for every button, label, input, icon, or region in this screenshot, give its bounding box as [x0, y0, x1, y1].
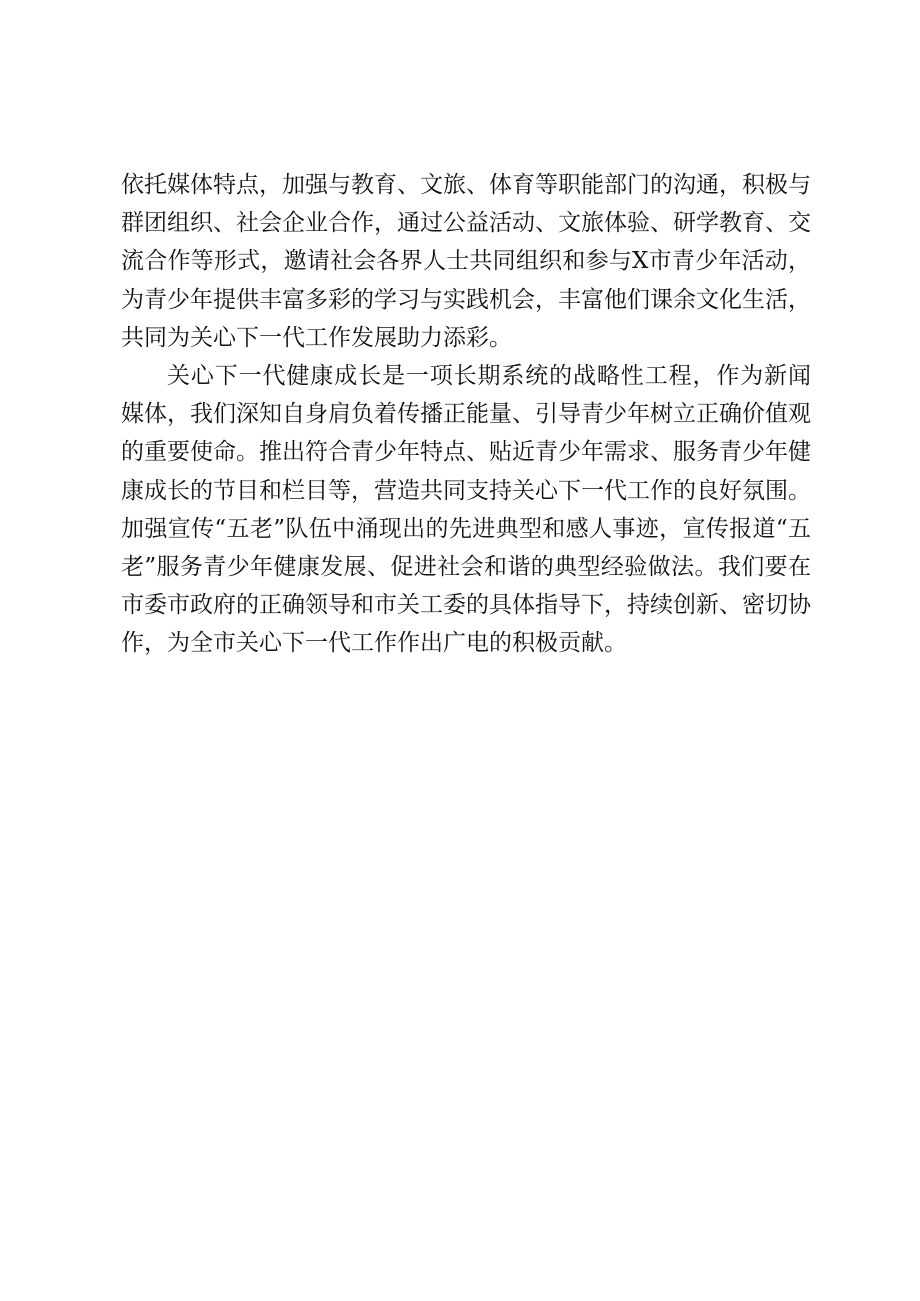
text-line: 依托媒体特点，加强与教育、文旅、体育等职能部门的沟通，积极与 [121, 172, 811, 198]
text-line: 老”服务青少年健康发展、促进社会和谐的典型经验做法。我们要在 [121, 553, 811, 580]
text-line: 康成长的节目和栏目等，营造共同支持关心下一代工作的良好氛围。 [121, 477, 811, 504]
paragraph-2 [121, 357, 811, 663]
text-line: 为青少年提供丰富多彩的学习与实践机会，丰富他们课余文化生活， [121, 286, 811, 313]
text-line: 作，为全市关心下一代工作作出广电的积极贡献。 [121, 630, 627, 657]
text-line: 共同为关心下一代工作发展助力添彩。 [121, 324, 512, 351]
paragraph-1 [121, 166, 811, 357]
text-line: 市委市政府的正确领导和市关工委的具体指导下，持续创新、密切协 [121, 592, 811, 619]
document-body [121, 166, 811, 662]
text-line: 流合作等形式，邀请社会各界人士共同组织和参与X市青少年活动， [121, 248, 811, 275]
text-line: 群团组织、社会企业合作，通过公益活动、文旅体验、研学教育、交 [121, 210, 811, 237]
text-line: 的重要使命。推出符合青少年特点、贴近青少年需求、服务青少年健 [121, 439, 811, 466]
text-line: 加强宣传“五老”队伍中涌现出的先进典型和感人事迹，宣传报道“五 [121, 515, 811, 542]
text-line: 关心下一代健康成长是一项长期系统的战略性工程，作为新闻 [167, 362, 811, 389]
text-line: 媒体，我们深知自身肩负着传播正能量、引导青少年树立正确价值观 [121, 401, 811, 428]
